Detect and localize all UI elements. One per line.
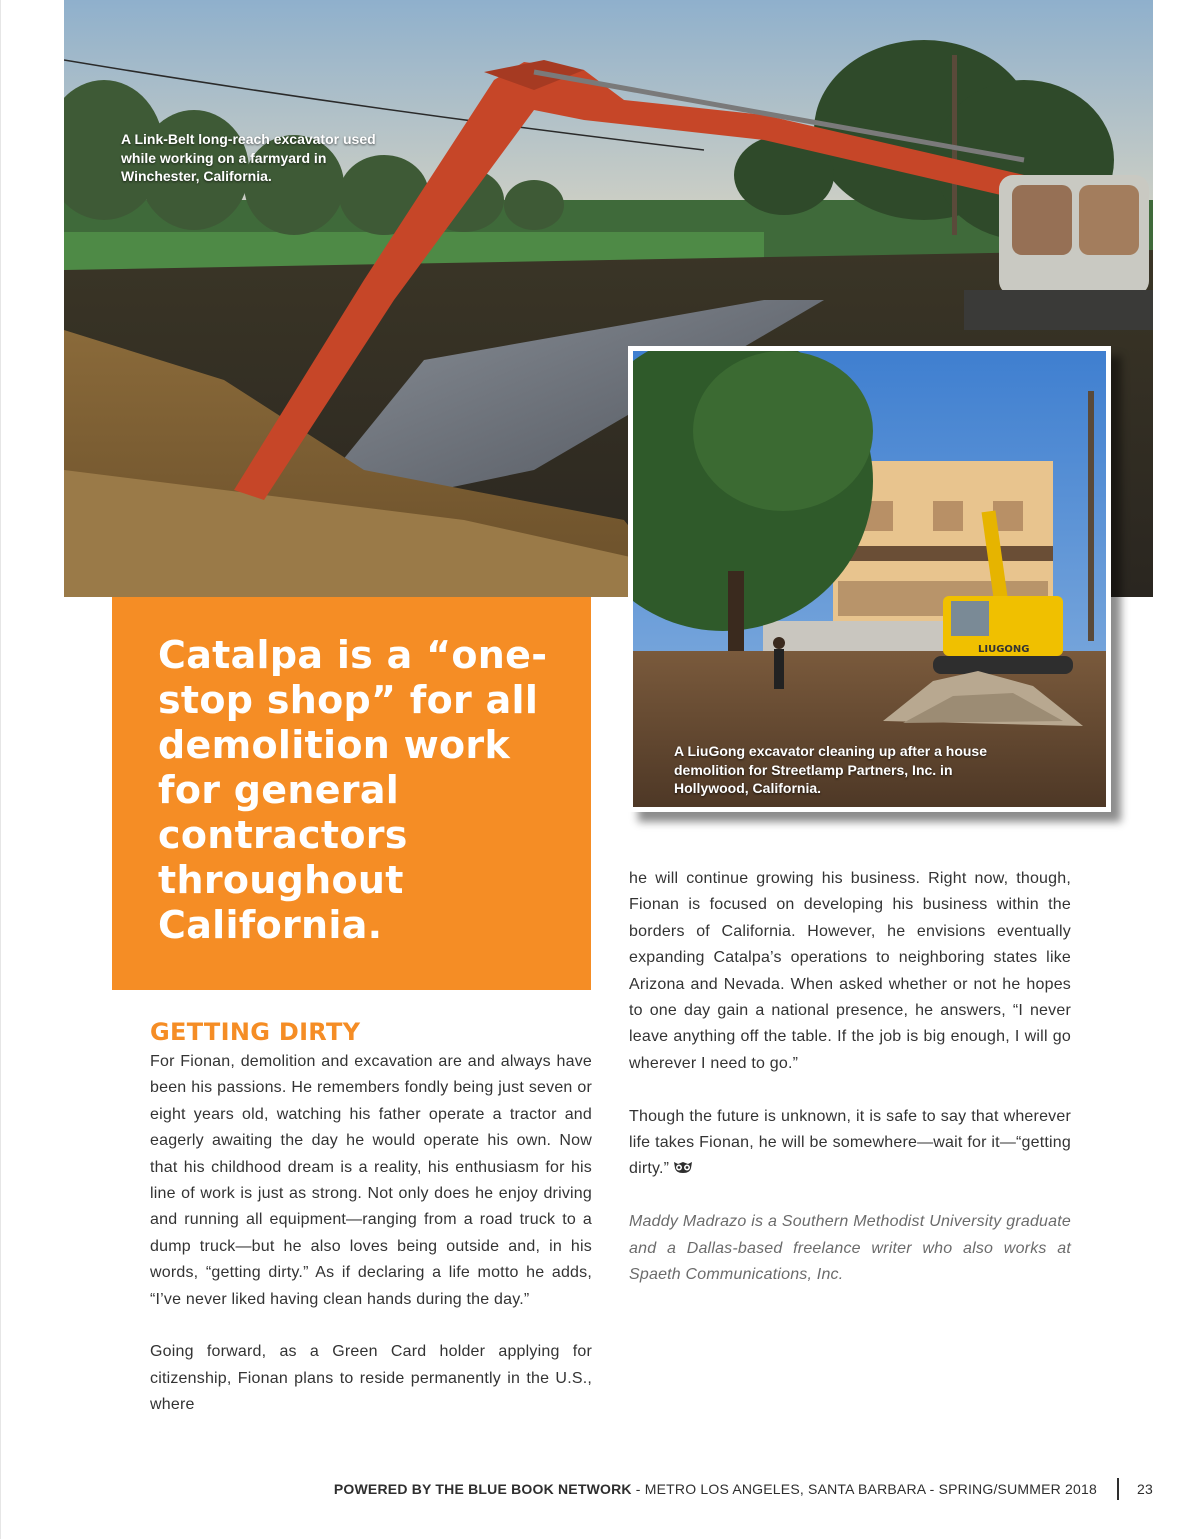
paragraph: Going forward, as a Green Card holder applying for citizenship, Fionan plans to reside permanently in the U.S., where: [150, 1343, 592, 1414]
author-bio: Maddy Madrazo is a Southern Methodist University graduate and a Dallas-based freelance writer who also works at Spaeth Communications, Inc.: [629, 1213, 1071, 1284]
page-footer: [334, 1478, 1153, 1500]
inset-photo-frame: [628, 346, 1111, 812]
inset-caption: A LiuGong excavator cleaning up after a house demolition for Streetlamp Partners, Inc. in Hollywood, California.: [674, 743, 987, 796]
hero-caption: A Link-Belt long-reach excavator used while working on a farmyard in Winchester, California.: [121, 131, 376, 184]
inset-photo: [633, 351, 1106, 807]
closing-text: Though the future is unknown, it is safe to say that wherever life takes Fionan, he will be somewhere—wait for it—“getting dirty.”: [629, 1107, 1071, 1178]
page-edge: [0, 0, 1, 1539]
page-number: 23: [1137, 1481, 1153, 1497]
liugong-demolition-illustration: [633, 351, 1106, 807]
owl-icon: [673, 1160, 693, 1174]
footer-brand: POWERED BY THE BLUE BOOK NETWORK: [333, 1481, 632, 1497]
section-heading: GETTING DIRTY: [150, 1018, 361, 1046]
pull-quote-box: [112, 597, 591, 990]
paragraph: For Fionan, demolition and excavation are and always have been his passions. He remembers fondly being just seven or eight years old, watching his father operate a tractor and eagerly awaiting the day he would operate his own. Now that his childhood dream is a reality, his enthusiasm for his line of work is just as strong. Not only does he enjoy driving and running all equipment—ranging from a road truck to a dump truck—but he also loves being outside and, in his words, “getting dirty.” As if declaring a life motto he adds, “I’ve never liked having clean hands during the day.”: [150, 1053, 592, 1308]
paragraph: he will continue growing his business. Right now, though, Fionan is focused on developing his business within the borders of California. However, he envisions eventually expanding Catalpa’s operations to neighboring states like Arizona and Nevada. When asked whether or not he hopes to one day gain a national presence, he answers, “I never leave anything off the table. If the job is big enough, I will go wherever I need to go.”: [629, 870, 1071, 1072]
liugong-label: LIUGONG: [978, 644, 1030, 655]
article-column-left: [150, 1015, 592, 1419]
footer-divider: [1117, 1478, 1119, 1500]
paragraph-closing: [629, 1104, 1071, 1183]
footer-edition: - METRO LOS ANGELES, SANTA BARBARA - SPRING/SUMMER 2018: [631, 1481, 1098, 1497]
article-column-right: [629, 866, 1071, 1288]
pull-quote-text: Catalpa is a “one-stop shop” for all demolition work for general contractors throughout California.: [158, 633, 548, 947]
